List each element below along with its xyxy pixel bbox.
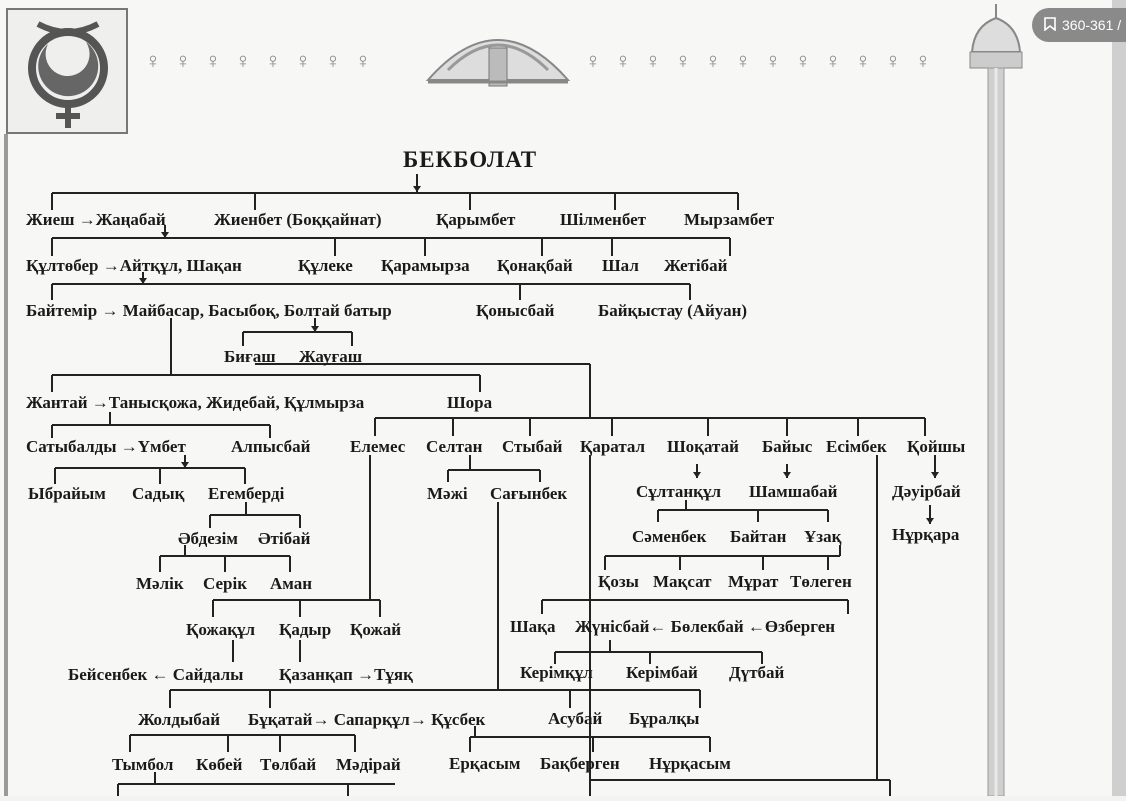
person-r1-0: Жиеш →Жаңабай (26, 210, 166, 229)
person-r5-0: Жантай →Танысқожа, Жидебай, Құлмырза (26, 393, 365, 412)
person-r7-2: Егемберді (208, 484, 285, 503)
person-r4-1: Жауғаш (299, 347, 363, 366)
person-r13-5: Бақберген (540, 754, 620, 773)
person-r6-4: Стыбай (502, 437, 563, 456)
person-r7-5: Сұлтанқұл (636, 482, 721, 501)
person-r2-0: Құлтөбер →Айтқұл, Шақан (26, 256, 242, 275)
person-r6-2: Елемес (350, 437, 406, 456)
person-r8-2: Сәменбек (632, 527, 707, 546)
person-r10-3: Шақа (510, 617, 556, 636)
person-r7-7: Дәуірбай (892, 482, 961, 501)
person-r11-4: Дүтбай (729, 663, 785, 682)
person-r7-3: Мәжі (427, 484, 468, 503)
person-r8-1: Әтібай (258, 529, 311, 548)
person-r8-4: Ұзақ (804, 527, 842, 546)
person-r6-7: Байыс (762, 437, 813, 456)
person-r13-0: Тымбол (112, 755, 174, 774)
person-r12-1: Бұқатай→ Сапарқұл→ Құсбек (248, 710, 486, 729)
person-r3-0: Байтемір → Майбасар, Басыбоқ, Болтай батыр (26, 301, 392, 320)
person-r9-0: Мәлік (136, 574, 184, 593)
person-r8-5: Нұрқара (892, 525, 960, 544)
person-r8-3: Байтан (730, 527, 787, 546)
person-r1-1: Жиенбет (Боққайнат) (214, 210, 382, 229)
person-r6-5: Қаратал (580, 437, 646, 456)
person-r9-1: Серік (203, 574, 248, 593)
person-r3-1: Қонысбай (476, 301, 555, 320)
person-r9-2: Аман (270, 574, 313, 593)
person-r7-4: Сағынбек (490, 484, 568, 503)
ornament-row-right: ♀ ♀ ♀ ♀ ♀ ♀ ♀ ♀ ♀ ♀ ♀ ♀ (584, 48, 932, 73)
person-r13-1: Көбей (196, 755, 243, 774)
person-r11-2: Керімқұл (520, 663, 593, 682)
person-r2-3: Қонақбай (497, 256, 573, 275)
person-r2-1: Құлеке (298, 256, 353, 275)
person-r8-0: Әбдезім (178, 529, 238, 548)
person-r6-6: Шоқатай (667, 437, 739, 456)
person-r13-4: Ерқасым (449, 754, 521, 773)
person-r3-2: Байқыстау (Айуан) (598, 301, 748, 320)
person-r7-6: Шамшабай (749, 482, 838, 501)
person-r12-3: Бұралқы (629, 709, 700, 728)
person-r13-6: Нұрқасым (649, 754, 731, 773)
person-r1-4: Мырзамбет (684, 210, 775, 229)
person-r10-0: Қожақұл (186, 620, 256, 639)
person-r11-1: Қазанқап →Тұяқ (279, 665, 413, 684)
person-r4-0: Биғаш (224, 347, 276, 366)
person-r6-9: Қойшы (907, 437, 966, 456)
person-r6-1: Алпысбай (231, 437, 311, 456)
person-r6-3: Селтан (426, 437, 483, 456)
person-r1-2: Қарымбет (436, 210, 516, 229)
page-label: 360-361 / (1062, 17, 1122, 33)
tree-root-title: БЕКБОЛАТ (403, 147, 538, 172)
person-r7-0: Ыбрайым (28, 484, 106, 503)
person-r9-4: Мақсат (653, 572, 712, 591)
person-r10-2: Қожай (350, 620, 402, 639)
person-r10-1: Қадыр (279, 620, 332, 639)
person-r9-3: Қозы (598, 572, 639, 591)
person-r10-4: Жүнісбай← Бөлекбай ←Өзберген (575, 617, 836, 636)
person-r9-5: Мұрат (728, 572, 779, 591)
ornament-row-left: ♀ ♀ ♀ ♀ ♀ ♀ ♀ ♀ (144, 48, 372, 73)
person-r12-2: Асубай (548, 709, 603, 728)
viewer-right-edge (1112, 0, 1126, 796)
person-r6-0: Сатыбалды →Үмбет (26, 437, 186, 456)
person-r6-8: Есімбек (826, 437, 887, 456)
person-r1-3: Шілменбет (560, 210, 647, 229)
person-r2-2: Қарамырза (381, 256, 470, 275)
person-r9-6: Төлеген (790, 572, 852, 591)
person-r13-2: Төлбай (260, 755, 317, 774)
person-r2-5: Жетібай (664, 256, 728, 275)
person-r7-1: Садық (132, 484, 185, 503)
person-r11-0: Бейсенбек ← Сайдалы (68, 665, 244, 684)
person-r13-3: Мәдірай (336, 755, 401, 774)
person-r2-4: Шал (602, 256, 639, 275)
person-r12-0: Жолдыбай (138, 710, 221, 729)
person-r11-3: Керімбай (626, 663, 698, 682)
person-r5-1: Шора (447, 393, 493, 412)
